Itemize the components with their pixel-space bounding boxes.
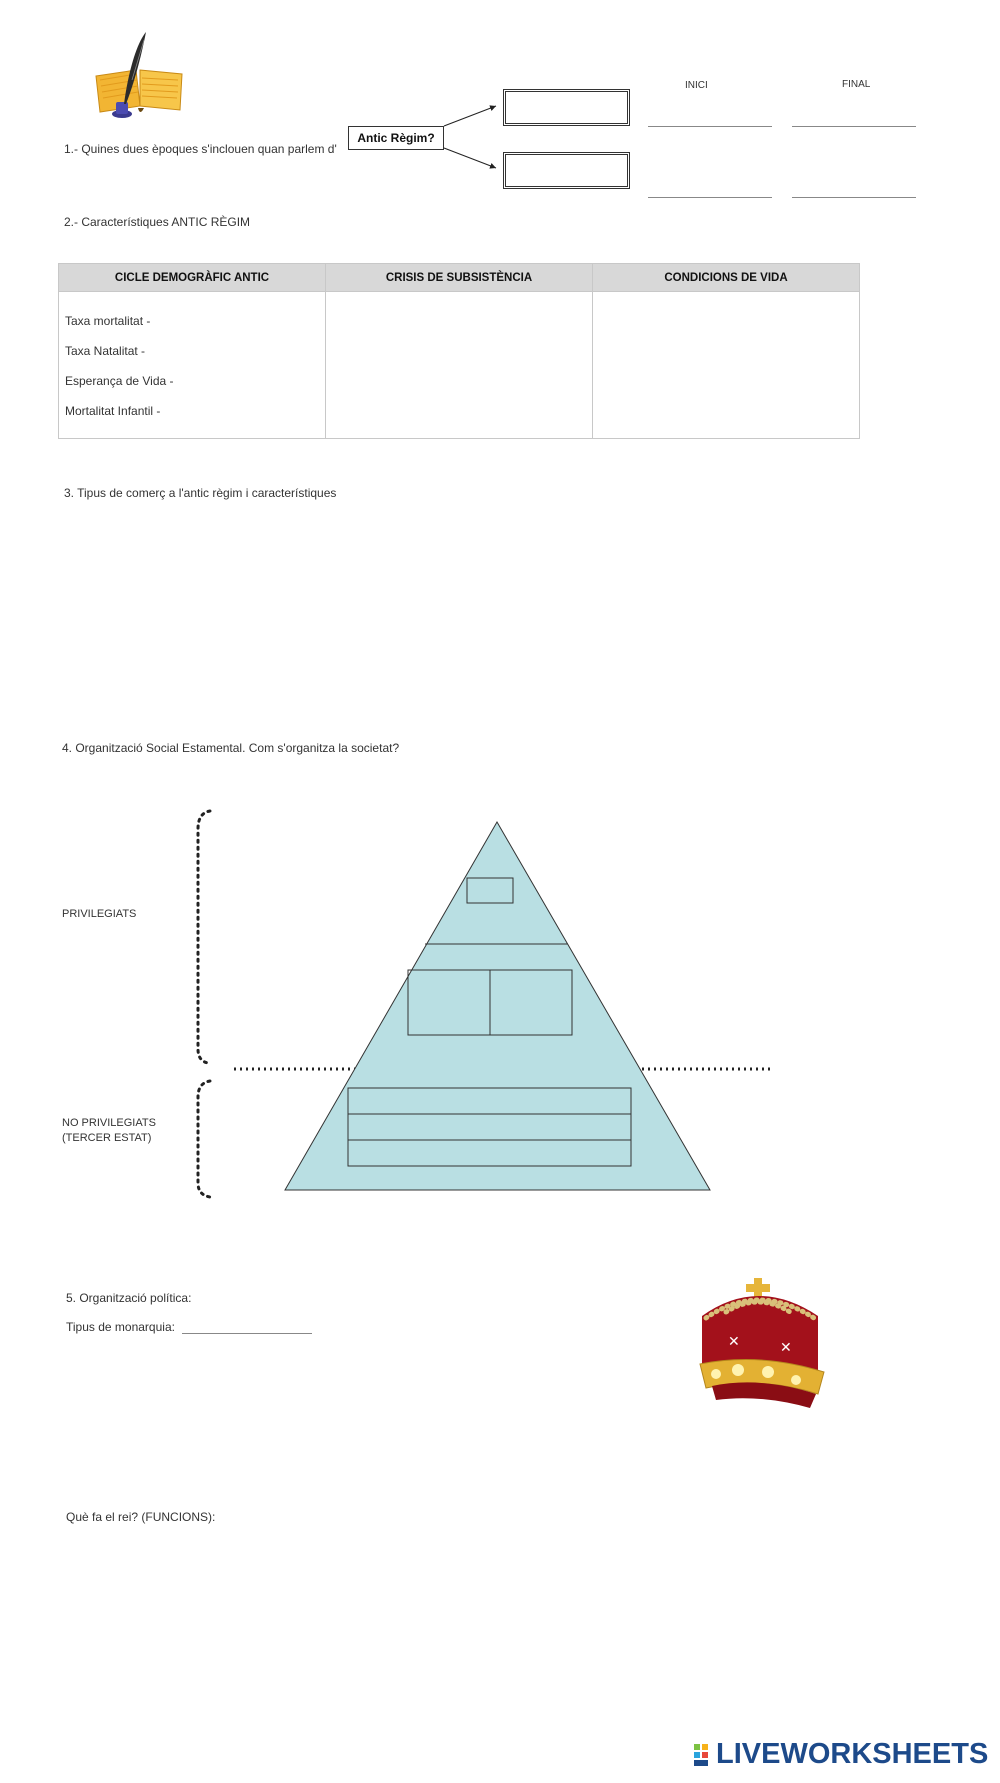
privilegiats-bracket xyxy=(198,811,210,1063)
header-condicions-vida: CONDICIONS DE VIDA xyxy=(593,264,860,292)
monarquia-answer-line[interactable] xyxy=(182,1333,312,1334)
final-header: FINAL xyxy=(842,79,871,90)
taxa-natalitat-label: Taxa Natalitat - xyxy=(65,344,146,358)
book-quill-icon xyxy=(92,30,188,122)
esperanca-vida-label: Esperança de Vida - xyxy=(65,374,174,388)
q2-question: 2.- Característiques ANTIC RÈGIM xyxy=(64,215,251,229)
epoca-2-box[interactable] xyxy=(503,152,630,189)
monarquia-label: Tipus de monarquia: xyxy=(66,1320,175,1334)
svg-text:✕: ✕ xyxy=(728,1334,740,1350)
inici-line-2[interactable] xyxy=(648,197,772,198)
svg-text:✕: ✕ xyxy=(780,1340,792,1356)
header-cicle-demografic: CICLE DEMOGRÀFIC ANTIC xyxy=(59,264,326,292)
header-crisis-subsistencia: CRISIS DE SUBSISTÈNCIA xyxy=(326,264,593,292)
funcions-answer-area[interactable] xyxy=(66,1530,866,1710)
q4-question: 4. Organització Social Estamental. Com s'organitza la societat? xyxy=(62,741,400,755)
no-privilegiats-bracket xyxy=(198,1081,210,1197)
condicions-vida-cell[interactable] xyxy=(593,292,860,439)
cicle-demografic-cell[interactable] xyxy=(59,292,326,439)
antic-regim-label: Antic Règim? xyxy=(348,126,444,150)
q3-answer-area[interactable] xyxy=(64,505,864,705)
final-line-1[interactable] xyxy=(792,126,916,127)
final-line-2[interactable] xyxy=(792,197,916,198)
q3-question: 3. Tipus de comerç a l'antic règim i característiques xyxy=(64,486,337,500)
no-privilegiats-label: NO PRIVILEGIATS xyxy=(62,1117,156,1129)
bracket-group xyxy=(190,805,220,1201)
mortalitat-infantil-label: Mortalitat Infantil - xyxy=(65,404,161,418)
privilegiats-label: PRIVILEGIATS xyxy=(62,908,137,920)
branch-arrows xyxy=(440,96,506,186)
crown-icon xyxy=(686,1276,836,1412)
caracteristiques-table xyxy=(58,263,860,439)
funcions-label: Què fa el rei? (FUNCIONS): xyxy=(66,1510,216,1524)
q5-question: 5. Organització política: xyxy=(66,1291,192,1305)
inici-header: INICI xyxy=(685,80,708,91)
liveworksheets-logo-text: LIVEWORKSHEETS xyxy=(716,1738,989,1770)
liveworksheets-logo-icon xyxy=(694,1744,716,1768)
q1-question: 1.- Quines dues èpoques s'inclouen quan parlem d' xyxy=(64,142,337,156)
inici-line-1[interactable] xyxy=(648,126,772,127)
social-pyramid xyxy=(280,820,720,1196)
crisis-subsistencia-cell[interactable] xyxy=(326,292,593,439)
taxa-mortalitat-label: Taxa mortalitat - xyxy=(65,314,151,328)
epoca-1-box[interactable] xyxy=(503,89,630,126)
tercer-estat-label: (TERCER ESTAT) xyxy=(62,1132,152,1144)
pyramid-shape xyxy=(285,822,710,1190)
